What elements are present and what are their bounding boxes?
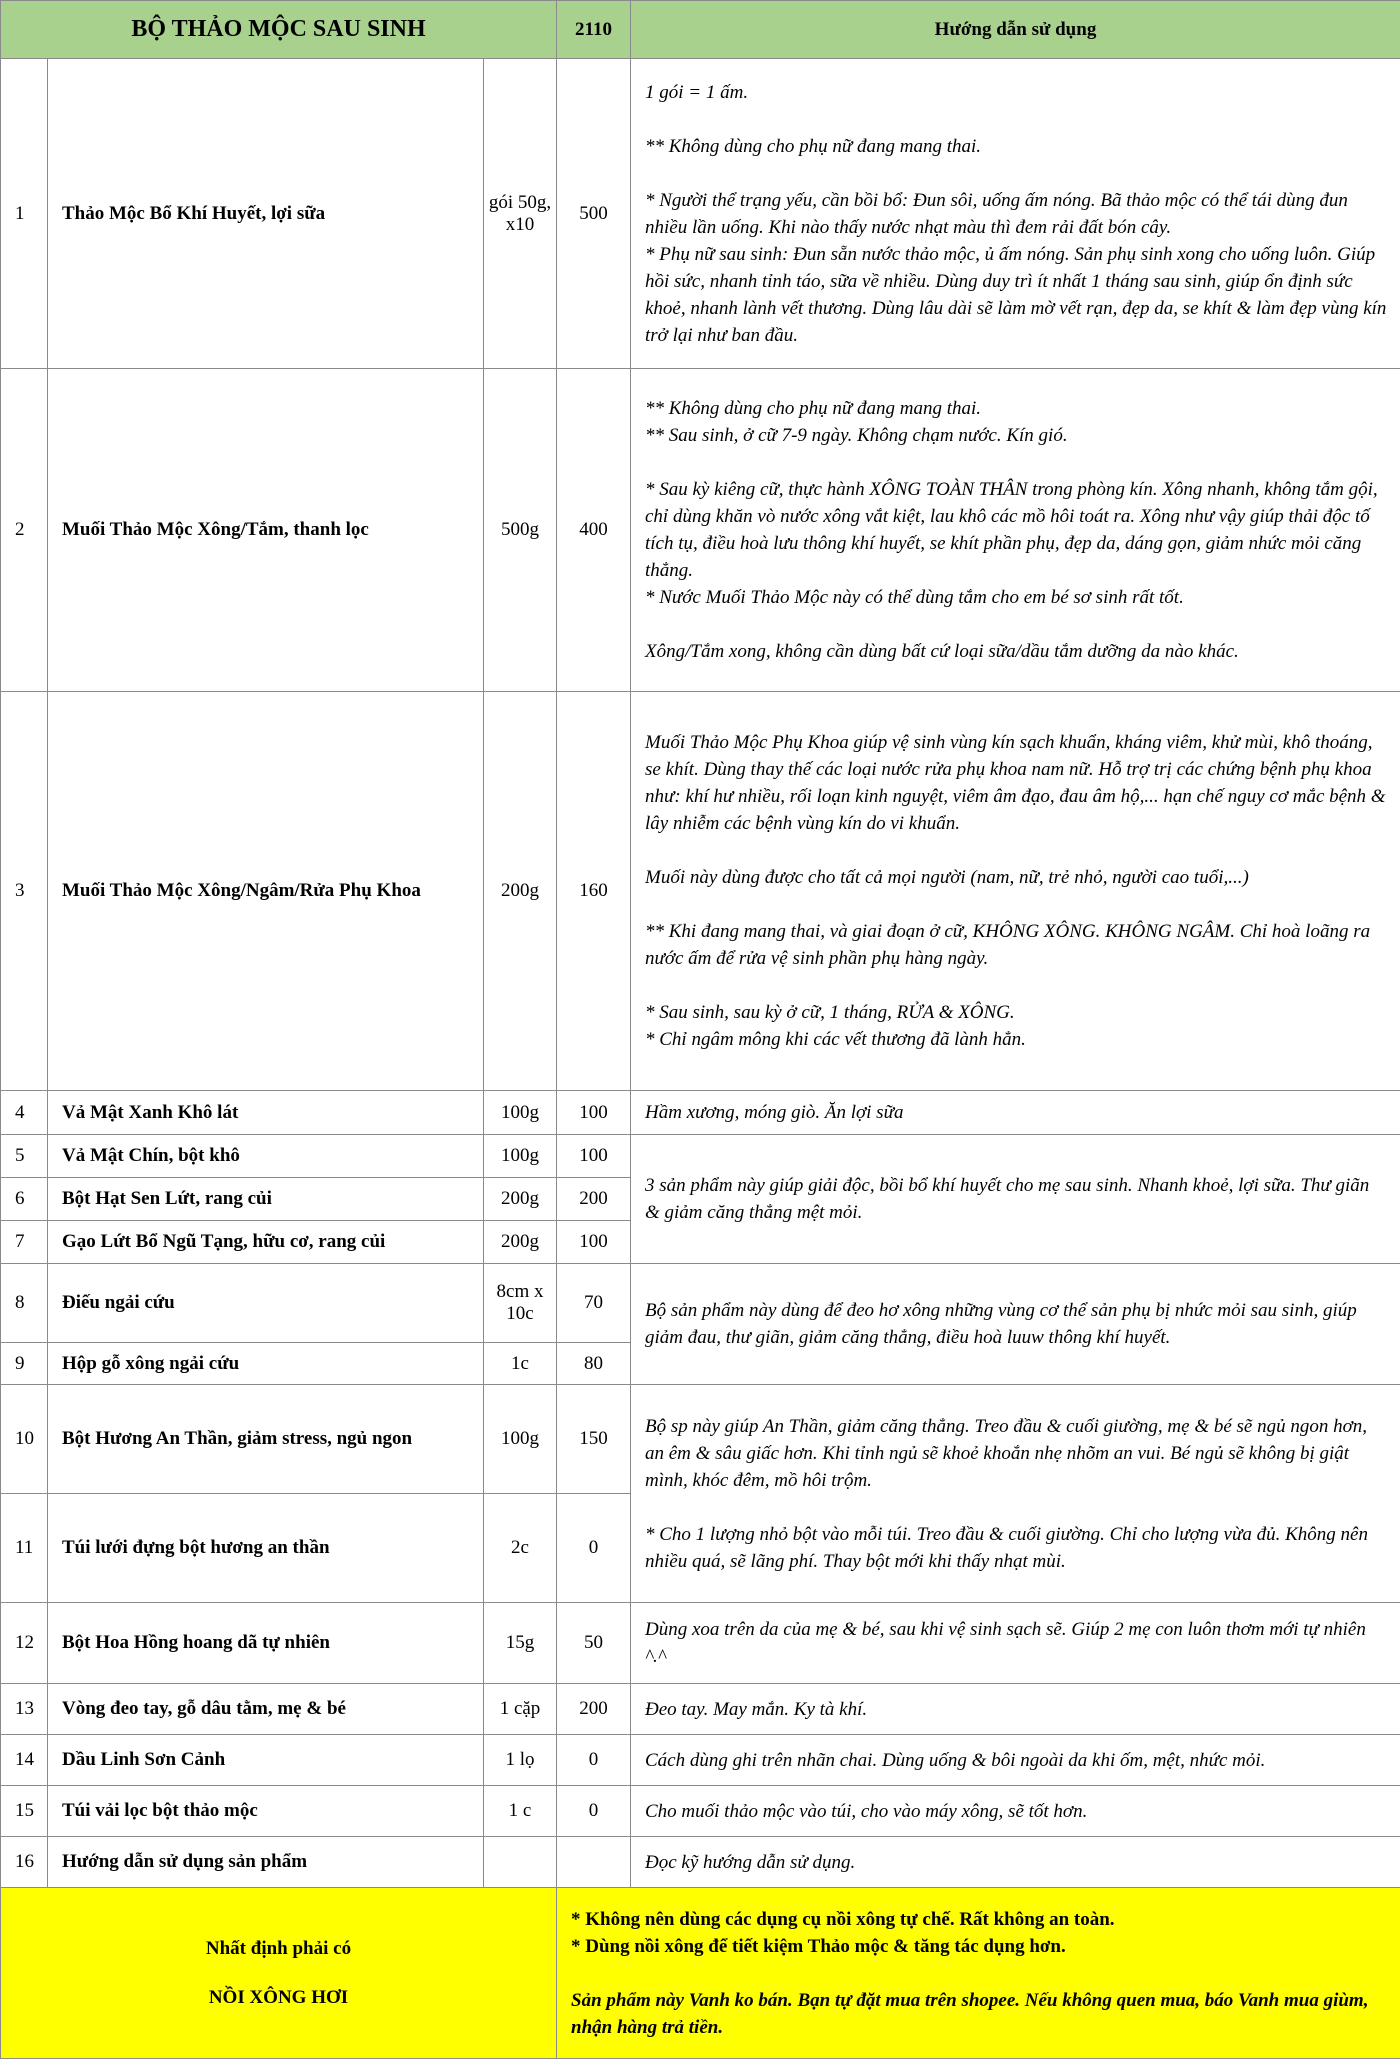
product-price: 70 — [557, 1264, 631, 1343]
row-number: 13 — [1, 1684, 48, 1735]
product-name: Túi lưới đựng bột hương an thần — [48, 1494, 484, 1603]
usage-note-line: 1 gói = 1 ấm. — [645, 81, 749, 103]
usage-note-line: ** Không dùng cho phụ nữ đang mang thai. — [645, 135, 981, 157]
row-number: 3 — [1, 692, 48, 1091]
table-row — [1, 369, 1400, 692]
product-name: Bột Hạt Sen Lứt, rang củi — [48, 1178, 484, 1221]
product-price: 150 — [557, 1385, 631, 1494]
table-row — [1, 1603, 1400, 1684]
product-quantity: 15g — [484, 1603, 557, 1684]
product-name: Túi vải lọc bột thảo mộc — [48, 1786, 484, 1837]
table-row — [1, 1091, 1400, 1135]
product-price — [557, 1837, 631, 1888]
product-quantity: 500g — [484, 369, 557, 692]
product-name: Vả Mật Chín, bột khô — [48, 1135, 484, 1178]
table-row — [1, 1735, 1400, 1786]
usage-note — [631, 692, 1400, 1091]
usage-note-group — [631, 1385, 1400, 1603]
product-name: Điếu ngải cứu — [48, 1264, 484, 1343]
usage-note-line: ** Sau sinh, ở cữ 7-9 ngày. Không chạm nước. Kín gió. — [645, 425, 1068, 446]
product-price: 0 — [557, 1786, 631, 1837]
product-price: 0 — [557, 1494, 631, 1603]
usage-note-line: Xông/Tắm xong, không cần dùng bất cứ loại sữa/dầu tắm dưỡng da nào khác. — [645, 641, 1239, 662]
row-number: 15 — [1, 1786, 48, 1837]
product-quantity: 1 lọ — [484, 1735, 557, 1786]
product-price: 200 — [557, 1178, 631, 1221]
total-value: 2110 — [557, 1, 631, 59]
usage-note-line: Cách dùng ghi trên nhãn chai. Dùng uống & bôi ngoài da khi ốm, mệt, nhức mỏi. — [645, 1749, 1266, 1771]
product-price: 100 — [557, 1091, 631, 1135]
usage-note-line: ** Không dùng cho phụ nữ đang mang thai. — [645, 398, 981, 419]
product-quantity: 2c — [484, 1494, 557, 1603]
usage-note-line: Muối này dùng được cho tất cả mọi người (nam, nữ, trẻ nhỏ, người cao tuổi,...) — [645, 867, 1249, 888]
row-number: 16 — [1, 1837, 48, 1888]
product-price: 0 — [557, 1735, 631, 1786]
product-quantity: 1 cặp — [484, 1684, 557, 1735]
footer-note-label: Nhất định phải có — [205, 1937, 352, 1959]
product-name: Gạo Lứt Bổ Ngũ Tạng, hữu cơ, rang củi — [48, 1221, 484, 1264]
product-name: Dầu Linh Sơn Cảnh — [48, 1735, 484, 1786]
table-row — [1, 1135, 1400, 1178]
table-row — [1, 692, 1400, 1091]
footer-highlight: NỒI XÔNG HƠI — [208, 1986, 349, 2008]
usage-note-line: * Người thể trạng yếu, cần bồi bổ: Đun sôi, uống ấm nóng. Bã thảo mộc có thể tái dùng đun nhiều lần uống. Khi nào thấy nước nhạt màu thì đem rải đất bón cây. — [645, 189, 1348, 238]
usage-note-group — [631, 1135, 1400, 1264]
product-quantity: 1 c — [484, 1786, 557, 1837]
header-row — [1, 1, 1400, 59]
usage-note-line: 3 sản phẩm này giúp giải độc, bồi bổ khí huyết cho mẹ sau sinh. Nhanh khoẻ, lợi sữa. Thư giãn & giảm căng thẳng mệt mỏi. — [645, 1175, 1370, 1223]
product-price: 400 — [557, 369, 631, 692]
product-price: 50 — [557, 1603, 631, 1684]
product-quantity: 8cm x 10c — [484, 1264, 557, 1343]
product-quantity: 100g — [484, 1385, 557, 1494]
product-name: Hướng dẫn sử dụng sản phẩm — [48, 1837, 484, 1888]
usage-note-line: Đọc kỹ hướng dẫn sử dụng. — [645, 1851, 856, 1873]
usage-note — [631, 1603, 1400, 1684]
usage-note-line: * Phụ nữ sau sinh: Đun sẵn nước thảo mộc, ủ ấm nóng. Sản phụ sinh xong cho uống luôn. Giúp hồi sức, nhanh tỉnh táo, sữa về nhiều. Dùng duy trì ít nhất 1 tháng sau sinh, giúp ổn định sức khoẻ, nhanh lành vết thương. Dùng lâu dài sẽ làm mờ vết rạn, đẹp da, se khít & làm đẹp vùng kín trở lại như ban đầu. — [645, 243, 1387, 346]
product-price: 200 — [557, 1684, 631, 1735]
usage-note-line: Hầm xương, móng giò. Ăn lợi sữa — [645, 1102, 904, 1123]
table-row — [1, 59, 1400, 369]
footer-line: Sản phẩm này Vanh ko bán. Bạn tự đặt mua trên shopee. Nếu không quen mua, báo Vanh mua giùm, nhận hàng trả tiền. — [571, 1989, 1369, 2038]
table-row — [1, 1684, 1400, 1735]
product-price: 100 — [557, 1135, 631, 1178]
product-quantity: gói 50g, x10 — [484, 59, 557, 369]
row-number: 2 — [1, 369, 48, 692]
table-row — [1, 1786, 1400, 1837]
usage-note-line: Muối Thảo Mộc Phụ Khoa giúp vệ sinh vùng kín sạch khuẩn, kháng viêm, khử mùi, khô thoáng, se khít. Dùng thay thế các loại nước rửa phụ khoa nam nữ. Hỗ trợ trị các chứng bệnh phụ khoa như: khí hư nhiều, rối loạn kinh nguyệt, viêm âm đạo, đau âm hộ,... hạn chế nguy cơ mắc bệnh & lây nhiễm các bệnh vùng kín do vi khuẩn. — [645, 732, 1386, 834]
product-name: Hộp gỗ xông ngải cứu — [48, 1343, 484, 1385]
usage-note-line: Đeo tay. May mắn. Ky tà khí. — [645, 1698, 868, 1720]
product-quantity: 100g — [484, 1135, 557, 1178]
product-quantity: 200g — [484, 1178, 557, 1221]
usage-note — [631, 1837, 1400, 1888]
product-price: 100 — [557, 1221, 631, 1264]
row-number: 7 — [1, 1221, 48, 1264]
product-name: Bột Hoa Hồng hoang dã tự nhiên — [48, 1603, 484, 1684]
table-row — [1, 1385, 1400, 1494]
usage-note — [631, 59, 1400, 369]
table-row — [1, 1264, 1400, 1343]
row-number: 4 — [1, 1091, 48, 1135]
row-number: 11 — [1, 1494, 48, 1603]
usage-note-line: * Nước Muối Thảo Mộc này có thể dùng tắm cho em bé sơ sinh rất tốt. — [645, 587, 1184, 608]
usage-note-line: Bộ sp này giúp An Thần, giảm căng thẳng. Treo đầu & cuối giường, mẹ & bé sẽ ngủ ngon hơn, an êm & sâu giấc hơn. Khi tỉnh ngủ sẽ khoẻ khoắn nhẹ nhõm an vui. Bé ngủ sẽ không bị giật mình, khóc đêm, mồ hôi trộm. — [645, 1415, 1367, 1491]
usage-note-line: Bộ sản phẩm này dùng để đeo hơ xông những vùng cơ thể sản phụ bị nhức mỏi sau sinh, giúp giảm đau, thư giãn, giảm căng thẳng, điều hoà luuw thông khí huyết. — [645, 1300, 1357, 1348]
product-name: Vòng đeo tay, gỗ dâu tằm, mẹ & bé — [48, 1684, 484, 1735]
row-number: 1 — [1, 59, 48, 369]
footer-left — [1, 1888, 557, 2059]
table-title: BỘ THẢO MỘC SAU SINH — [1, 1, 557, 59]
footer-line: * Không nên dùng các dụng cụ nồi xông tự chế. Rất không an toàn. — [571, 1908, 1115, 1930]
usage-note-line: ** Khi đang mang thai, và giai đoạn ở cữ, KHÔNG XÔNG. KHÔNG NGÂM. Chỉ hoà loãng ra nước ấm để rửa vệ sinh phần phụ hàng ngày. — [645, 921, 1371, 969]
row-number: 14 — [1, 1735, 48, 1786]
usage-note — [631, 1786, 1400, 1837]
product-quantity: 100g — [484, 1091, 557, 1135]
usage-note — [631, 1735, 1400, 1786]
usage-note-line: * Sau sinh, sau kỳ ở cữ, 1 tháng, RỬA & XÔNG. — [645, 1002, 1015, 1023]
product-name: Muối Thảo Mộc Xông/Ngâm/Rửa Phụ Khoa — [48, 692, 484, 1091]
product-price: 500 — [557, 59, 631, 369]
usage-note-line: * Cho 1 lượng nhỏ bột vào mỗi túi. Treo đầu & cuối giường. Chỉ cho lượng vừa đủ. Không nên nhiều quá, sẽ lãng phí. Thay bột mới khi thấy nhạt mùi. — [645, 1523, 1368, 1572]
usage-note — [631, 1684, 1400, 1735]
usage-note — [631, 369, 1400, 692]
footer-right — [557, 1888, 1400, 2059]
usage-note-line: * Sau kỳ kiêng cữ, thực hành XÔNG TOÀN THÂN trong phòng kín. Xông nhanh, không tắm gội, chỉ dùng khăn vò nước xông vắt kiệt, lau khô các mồ hôi toát ra. Xông như vậy giúp thải độc tố tích tụ, điều hoà lưu thông khí huyết, se khít phần phụ, đẹp da, dáng gọn, giảm nhức mỏi căng thẳng. — [645, 479, 1378, 581]
usage-note-line: Dùng xoa trên da của mẹ & bé, sau khi vệ sinh sạch sẽ. Giúp 2 mẹ con luôn thơm mới tự nhiên ^.^ — [645, 1619, 1366, 1667]
row-number: 9 — [1, 1343, 48, 1385]
table-row — [1, 1837, 1400, 1888]
row-number: 10 — [1, 1385, 48, 1494]
product-name: Vả Mật Xanh Khô lát — [48, 1091, 484, 1135]
product-quantity: 200g — [484, 692, 557, 1091]
row-number: 12 — [1, 1603, 48, 1684]
product-quantity — [484, 1837, 557, 1888]
product-name: Muối Thảo Mộc Xông/Tắm, thanh lọc — [48, 369, 484, 692]
product-quantity: 1c — [484, 1343, 557, 1385]
row-number: 6 — [1, 1178, 48, 1221]
usage-note-line: Cho muối thảo mộc vào túi, cho vào máy xông, sẽ tốt hơn. — [645, 1800, 1088, 1822]
product-price: 160 — [557, 692, 631, 1091]
product-price: 80 — [557, 1343, 631, 1385]
usage-note-line: * Chỉ ngâm mông khi các vết thương đã lành hẳn. — [645, 1029, 1026, 1050]
product-name: Thảo Mộc Bổ Khí Huyết, lợi sữa — [48, 59, 484, 369]
row-number: 8 — [1, 1264, 48, 1343]
footer-line: * Dùng nồi xông để tiết kiệm Thảo mộc & tăng tác dụng hơn. — [571, 1935, 1066, 1957]
footer-row — [1, 1888, 1400, 2059]
usage-note-group — [631, 1264, 1400, 1385]
product-name: Bột Hương An Thần, giảm stress, ngủ ngon — [48, 1385, 484, 1494]
usage-note — [631, 1091, 1400, 1135]
row-number: 5 — [1, 1135, 48, 1178]
product-quantity: 200g — [484, 1221, 557, 1264]
guide-header: Hướng dẫn sử dụng — [631, 1, 1400, 59]
